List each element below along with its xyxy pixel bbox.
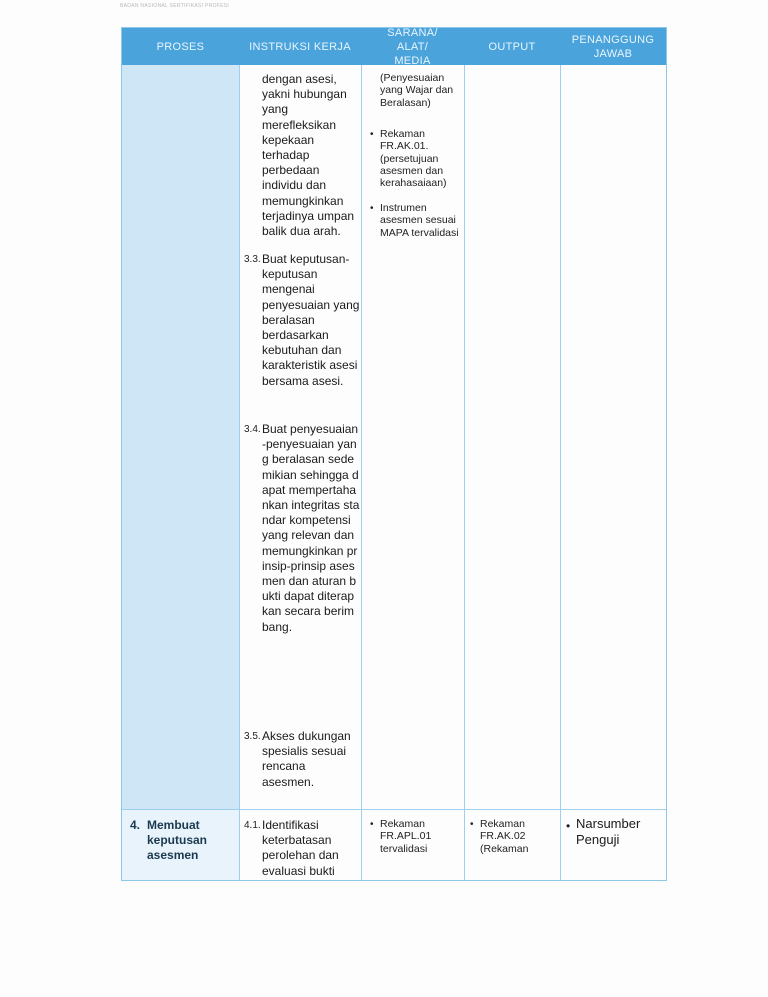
bullet-icon: • [566, 819, 571, 833]
row-divider [122, 809, 666, 810]
sarana-item-rekaman-apl01: Rekaman FR.APL.01 tervalidasi [380, 818, 432, 855]
proses-cell-row1 [122, 65, 239, 809]
col-header-sarana: SARANA/ ALAT/ MEDIA [387, 26, 438, 67]
procedure-table [121, 27, 667, 881]
instruksi-item-4-1: Identifikasi keterbatasan perolehan dan evaluasi bukti [262, 818, 339, 878]
column-divider [361, 65, 362, 880]
bullet-icon: • [470, 819, 474, 830]
col-header-instruksi: INSTRUKSI KERJA [249, 40, 351, 53]
instruksi-item-3-3: Buat keputusan-keputusan mengenai penyesuaian yang beralasan berdasarkan kebutuhan dan karakteristik asesi bersama asesi. [262, 252, 360, 388]
instruksi-item-3-4: Buat penyesuaian-penyesuaian yang beralasan sedemikian sehingga dapat mempertahankan integritas standar kompetensi yang relevan dan memungkinkan prinsip-prinsip asesmen dan aturan bukti dapat diterapkan secara berimbang. [262, 422, 360, 634]
bullet-icon: • [370, 203, 374, 214]
sarana-continued-text: (Penyesuaian yang Wajar dan Beralasan) [380, 72, 454, 109]
proses-number: 4. [130, 818, 141, 832]
proses-membuat-keputusan: Membuat keputusan asesmen [147, 818, 208, 863]
item-number: 4.1. [244, 820, 261, 831]
output-item-rekaman-ak02: Rekaman FR.AK.02 (Rekaman [480, 818, 529, 855]
col-header-output: OUTPUT [488, 40, 536, 53]
sarana-item-instrumen: Instrumen asesmen sesuai MAPA tervalidasi [380, 202, 459, 239]
bullet-icon: • [370, 819, 374, 830]
pj-narsumber-penguji: Narsumber Penguji [576, 816, 641, 847]
table-header-row [122, 28, 666, 65]
column-divider [464, 65, 465, 880]
header-org-text: BADAN NASIONAL SERTIFIKASI PROFESI [120, 3, 230, 9]
item-number: 3.3. [244, 254, 261, 265]
item-number: 3.5. [244, 731, 261, 742]
instruksi-continued-text: dengan asesi, yakni hubungan yang merefleksikan kepekaan terhadap perbedaan individu dan memungkinkan terjadinya umpan balik dua arah. [262, 72, 355, 239]
col-header-proses: PROSES [156, 40, 205, 53]
item-number: 3.4. [244, 424, 261, 435]
col-header-penanggung-jawab: PENANGGUNG JAWAB [571, 33, 655, 60]
column-divider [560, 65, 561, 880]
sarana-item-rekaman-ak01: Rekaman FR.AK.01. (persetujuan asesmen dan kerahasaiaan) [380, 128, 447, 190]
bullet-icon: • [370, 129, 374, 140]
column-divider [239, 65, 240, 880]
instruksi-item-3-5: Akses dukungan spesialis sesuai rencana asesmen. [262, 729, 351, 789]
